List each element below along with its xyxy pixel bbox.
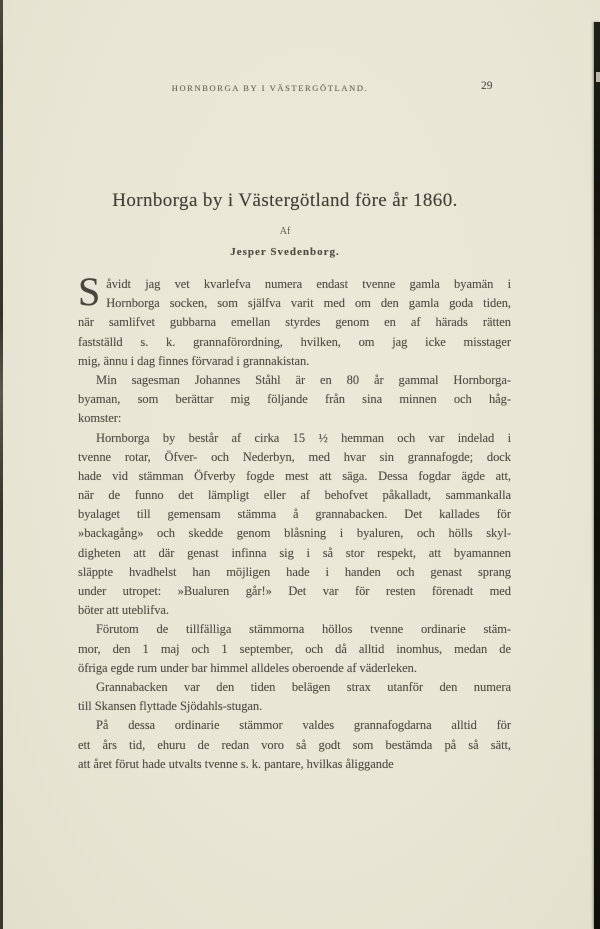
text-line: att året förut hade utvalts tvenne s. k. pantare, hvilkas åliggande xyxy=(78,756,394,771)
text-line: ett års tid, ehuru de redan voro så godt som bestämda på så sätt, xyxy=(78,737,511,752)
scan-edge-right xyxy=(594,22,600,929)
page-number: 29 xyxy=(481,80,493,92)
text-line: Hornborga socken, som själfva varit med om den gamla goda tiden, xyxy=(106,296,511,311)
paragraph xyxy=(78,620,511,678)
text-line: mig, ännu i dag finnes förvarad i grannakistan. xyxy=(78,353,310,368)
text-line: släppte hvadhelst han möjligen hade i handen och genast sprang xyxy=(78,564,511,579)
text-line: »backagång» och skedde genom blåsning i byaluren, och hölls skyl- xyxy=(78,526,511,541)
paragraph xyxy=(78,371,511,429)
text-line: Förutom de tillfälliga stämmorna höllos tvenne ordinarie stäm- xyxy=(96,622,511,637)
text-line: Min sagesman Johannes Ståhl är en 80 år gammal Hornborga- xyxy=(96,372,511,387)
drop-cap: S xyxy=(78,269,101,314)
scan-edge-left xyxy=(0,0,3,929)
text-line: när samlifvet gubbarna emellan styrdes genom en af härads rätten xyxy=(78,315,511,330)
text-line: komster: xyxy=(78,411,122,426)
text-line: till Skansen flyttade Sjödahls-stugan. xyxy=(78,699,263,714)
text-line: tvenne rotar, Öfver- och Nederbyn, med hvar sin grannafogde; dock xyxy=(78,449,511,464)
text-line: byaman, som berättar mig följande från sina minnen och håg- xyxy=(78,392,511,407)
scan-edge-notch xyxy=(596,72,600,82)
text-line: åvidt jag vet kvarlefva numera endast tvenne gamla byamän i xyxy=(106,277,511,291)
text-line: mor, den 1 maj och 1 september, och då alltid inomhus, medan de xyxy=(78,641,511,656)
paragraph xyxy=(78,269,511,371)
paragraph xyxy=(78,429,511,621)
text-line: öfriga egde rum under bar himmel alldeles oberoende af väderleken. xyxy=(78,660,417,675)
text-line: hade vid stämman Öfverby fogde mest att säga. Dessa fogdar ägde att, xyxy=(78,468,511,483)
paragraph xyxy=(78,716,511,774)
text-line: under utropet: »Bualuren går!» Det var för resten förenadt med xyxy=(78,584,511,598)
text-line: fastställd s. k. grannaförordning, hvilken, om jag icke misstager xyxy=(78,334,511,349)
text-line: böter att uteblifva. xyxy=(78,603,169,618)
author-name: Jesper Svedenborg. xyxy=(230,246,340,258)
text-line: Grannabacken var den tiden belägen strax utanför den numera xyxy=(96,679,511,694)
body-text xyxy=(78,269,511,774)
text-line: byalaget till gemensam stämma å grannabacken. Det kallades för xyxy=(78,507,511,522)
byline-label: Af xyxy=(279,226,291,237)
running-header: HORNBORGA BY I VÄSTERGÖTLAND. xyxy=(171,83,369,93)
text-line: digheten att där genast infinna sig i så stor respekt, att byamannen xyxy=(78,545,511,560)
paragraph xyxy=(78,678,511,716)
text-line: På dessa ordinarie stämmor valdes grannafogdarna alltid för xyxy=(96,718,511,733)
text-line: när de funno det lämpligt eller af behofvet påkalladt, sammankalla xyxy=(78,488,511,503)
page-title: Hornborga by i Västergötland före år 1860. xyxy=(112,190,458,211)
text-line: Hornborga by består af cirka 15 ½ hemman och var indelad i xyxy=(96,430,511,445)
